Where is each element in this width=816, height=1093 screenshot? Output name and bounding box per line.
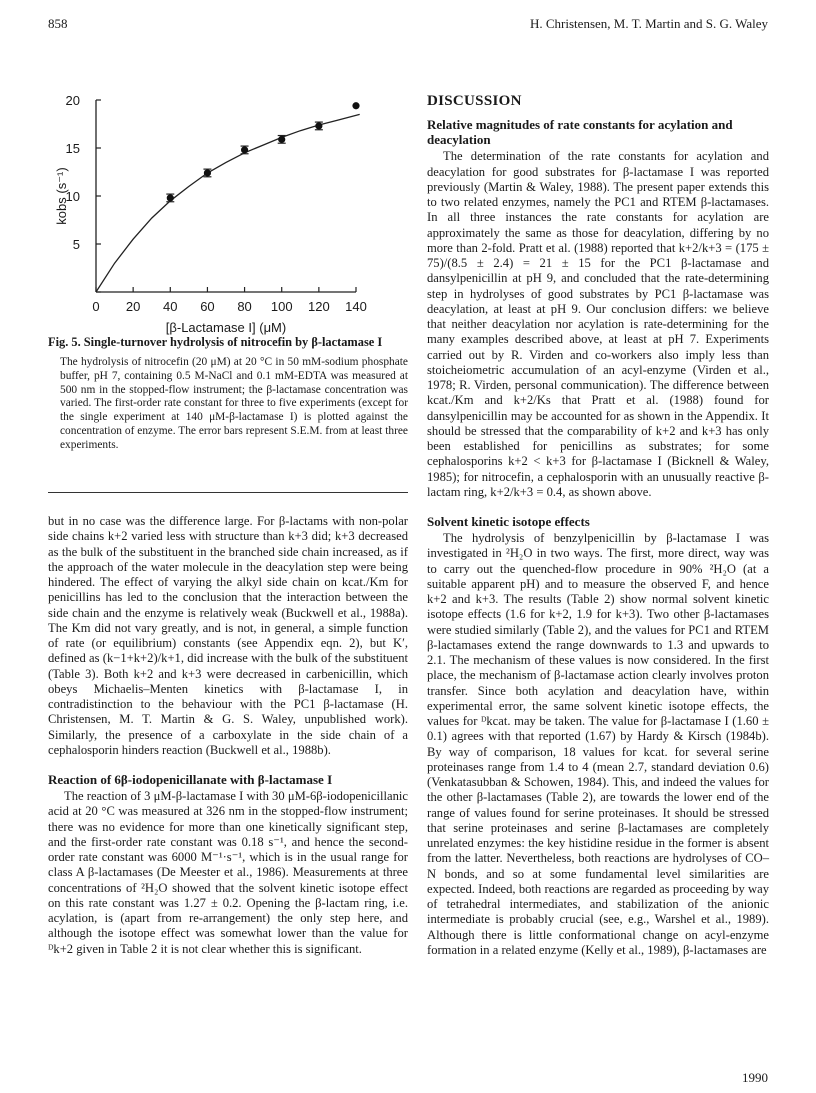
section-heading-rate-constants: Relative magnitudes of rate constants for acylation and deacylation [427,117,733,148]
caption-body: The hydrolysis of nitrocefin (20 μM) at 20 °C in 50 mM-sodium phosphate buffer, pH 7, containing 0.5 M-NaCl and 0.1 mM-EDTA was measured at 500 nm in the stopped-flow instrument; the β-lactamase concentration was varied. The first-order rate constant for three to five experiments (except for the single experiment at 140 μM-β-lactamase I) is plotted against the concentration of enzyme. The error bars represent S.E.M. from at least three experiments. [60,356,408,451]
data-point [352,102,359,109]
discussion-title: DISCUSSION [427,93,522,109]
right-column [427,94,769,958]
x-tick-label: 120 [308,299,330,314]
data-point [204,169,211,176]
y-tick-label: 15 [65,141,80,156]
data-point [167,194,174,201]
y-axis-label: kobs (s⁻¹) [54,167,69,225]
y-tick-label: 5 [72,237,80,252]
caption-title: Fig. 5. Single-turnover hydrolysis of nitrocefin by β-lactamase I [48,335,383,349]
footer-year: 1990 [742,1070,768,1085]
x-tick-label: 80 [237,299,252,314]
right-paragraph-1: The determination of the rate constants for acylation and deacylation for good substrates for β-lactamase I was reported previously (Martin & Waley, 1988). The present paper extends this to two related enzymes, namely the PC1 and RTEM β-lactamases. In all three instances the rate constants for acylation are approximately the same as those for deacylation, differing by no more than 2-fold. Pratt et al. (1988) reported that k+2/k+3 = (175 ± 75)/(8.5 ± 2.4) = 21 ± 15 for the PC1 β-lactamase and dansylpenicillin at pH 9, and concluded that the rate-determining step in hydrolyses of good substrates by PC1 β-lactamase was deacylation, at least at pH 9. Our conclusion differs: we believe that neither deacylation nor acylation is rate-determining for the many examples described above, at least at pH 7. Experiments carried out by R. Virden and co-workers also imply less than stoicheiometric accumulation of an acyl-enzyme (Virden et al., 1978; R. Virden, personal communication). The difference between kcat./Km and k+2/Ks that Pratt et al. (1988) found for dansylpenicillin may be accounted for as shown in the Appendix. It should be stressed that the comparability of k+2 and k+3 has only been established for penicillins as substrates; for some cephalosporins k+2 < k+3 for β-lactamase I (Bicknell & Waley, 1985); for nitrocefin, a cephalosporin with an unusually reactive β-lactam ring, k+2/k+3 = 0.4, as shown above. [427,149,769,499]
x-tick-label: 20 [125,299,141,314]
x-tick-label: 60 [200,299,215,314]
section-heading-isotope-effects: Solvent kinetic isotope effects [427,514,590,529]
y-tick-label: 20 [65,93,80,108]
left-paragraph-2: The reaction of 3 μM-β-lactamase I with 30 μM-6β-iodopenicillanic acid at 20 °C was measured at 326 nm in the stopped-flow instrument; there was no evidence for more than one kinetically significant step, and the first-order rate constant was 0.18 s⁻¹, and hence the second-order rate constant was 6000 M⁻¹·s⁻¹, which is in the usual range for class A β-lactamases (De Meester et al., 1986). Measurements at three concentrations of ²H₂O showed that the solvent kinetic isotope effect on this rate constant was 1.27 ± 0.2. Opening the β-lactam ring, i.e. acylation, is (apart from re-arrangement) the only step here, and although the isotope effect was somewhat lower than the value for ᴰk+2 given in Table 2 it is not clear whether this is significant. [48,789,408,956]
figure-caption [48,335,408,453]
x-tick-label: 40 [163,299,178,314]
x-axis-label: [β-Lactamase I] (μM) [165,320,287,335]
running-head-authors: H. Christensen, M. T. Martin and S. G. Waley [530,16,768,31]
left-column [48,514,408,957]
section-heading-iodopenicillanate: Reaction of 6β-iodopenicillanate with β-lactamase I [48,772,333,787]
fit-curve [96,114,360,292]
data-point [241,146,248,153]
x-tick-label: 140 [345,299,367,314]
data-point [278,136,285,143]
left-paragraph-1: but in no case was the difference large. For β-lactams with non-polar side chains k+2 varied less with structure than k+3 did; k+3 decreased as the bulk of the substituent in the branched side chain increased, as if the approach of the water molecule in the deacylation step were being hindered. The effect of varying the alkyl side chain on kcat./Km for penicillins has led to the conclusion that the interaction between the side chain and the enzyme is relatively weak (Buckwell et al., 1988a). The Km did not vary greatly, and is not, in general, a simple function of rate (or equilibrium) constants (see Appendix eqn. 2), but K′, defined as (k−1+k+2)/k+1, did increase with the bulk of the substituent (Table 3). Both k+2 and k+3 were decreased in carbenicillin, which obeys Michaelis–Menten kinetics with β-lactamase I, in contradistinction to the behaviour with the PC1 β-lactamase (H. Christensen, M. T. Martin & G. S. Waley, unpublished work). Similarly, the presence of a carboxylate in the side chain of a cephalosporin hinders reaction (Buckwell et al., 1988b). [48,514,408,757]
right-paragraph-2: The hydrolysis of benzylpenicillin by β-lactamase I was investigated in ²H₂O in two ways. The first, more direct, way was to carry out the quenched-flow procedure in 90% ²H₂O (at a suitable apparent pH) and to measure the observed F, and hence k+2 and k+3. The results (Table 2) show normal solvent kinetic isotope effects (1.6 for k+2, 1.9 for k+3). Two other β-lactamases were studied similarly (Table 2), and the values for PC1 and RTEM β-lactamases extend the range downwards to 1.3 and upwards to 2.1. The mechanism of these values is now considered. In the first place, the mechanism of β-lactamase action clearly involves proton transfer. Since both acylation and deacylation have, within experimental error, the same solvent kinetic isotope effects, the values for ᴰkcat. may be taken. The value for β-lactamase I (1.60 ± 0.1) agrees with that reported (1.67) by Hardy & Kirsch (1984b). By way of comparison, 18 values for kcat. for several serine proteinases range from 1.4 to 4 (mean 2.7, standard deviation 0.6) (Venkatasubban & Schowen, 1984). This, and indeed the values for the other β-lactamases (Table 2), are towards the lower end of the range of values found for serine proteinases. It should be stressed that serine proteinases and serine β-lactamases are completely unrelated enzymes: the key histidine residue in the former is absent from the latter. Nevertheless, both reactions are hydrolyses of CO–N bonds, and so at some fundamental level similarities are expected. Indeed, both reactions are regarded as proceeding by way of tetrahedral intermediates, and stabilization of the anionic intermediate is probably crucial (see, e.g., Warshel et al., 1989). Although there is little conformational change on acyl-enzyme formation in a related enzyme (Kelly et al., 1989), β-lactamases are [427,531,769,957]
x-tick-label: 100 [270,299,293,314]
caption-rule [48,492,408,493]
data-point [315,122,322,129]
figure-5-chart [54,86,398,335]
page-number: 858 [48,16,68,31]
y-tick-label: 10 [65,189,80,204]
x-tick-label: 0 [92,299,100,314]
